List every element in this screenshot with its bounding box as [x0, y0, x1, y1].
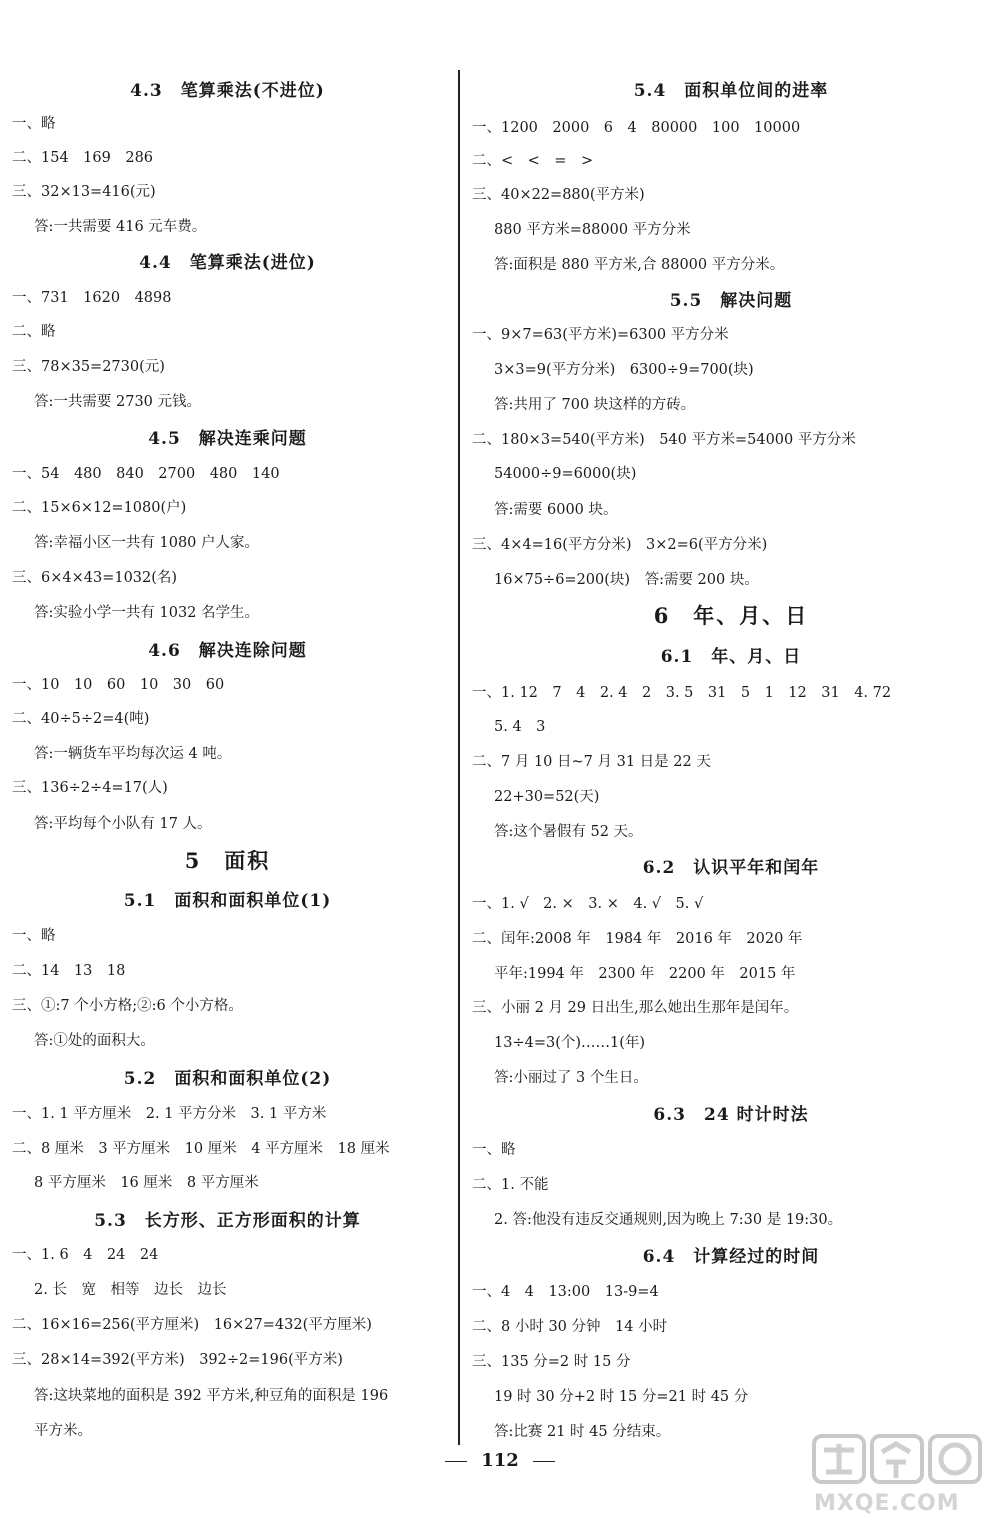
section-title-4-3: 4.3 笔算乘法(不进位) [130, 81, 325, 101]
answer-line: 三、6×4×43=1032(名) [12, 570, 178, 586]
answer-line: 答:一共需要 416 元车费。 [34, 219, 207, 235]
answer-line: 二、7 月 10 日~7 月 31 日是 22 天 [472, 754, 711, 770]
answer-line: 8 平方厘米 16 厘米 8 平方厘米 [34, 1175, 259, 1191]
answer-line: 二、180×3=540(平方米) 540 平方米=54000 平方分米 [472, 432, 856, 448]
answer-line: 3×3=9(平方分米) 6300÷9=700(块) [494, 362, 754, 378]
section-title-5-2: 5.2 面积和面积单位(2) [123, 1069, 332, 1089]
section-title-5-1: 5.1 面积和面积单位(1) [123, 891, 332, 911]
answer-line: 2. 长 宽 相等 边长 边长 [34, 1282, 227, 1298]
answer-line: 二、154 169 286 [12, 150, 154, 166]
answer-line: 二、1. 不能 [472, 1177, 549, 1193]
answer-line: 二、闰年:2008 年 1984 年 2016 年 2020 年 [472, 931, 803, 947]
answer-line: 一、略 [12, 116, 56, 132]
answer-line: 答:比赛 21 时 45 分结束。 [494, 1424, 671, 1440]
answer-line: 16×75÷6=200(块) 答:需要 200 块。 [494, 572, 759, 588]
section-title-6-2: 6.2 认识平年和闰年 [642, 858, 820, 878]
answer-line: 一、1. 6 4 24 24 [12, 1247, 159, 1263]
answer-line: 一、略 [472, 1142, 516, 1158]
section-title-4-6: 4.6 解决连除问题 [148, 641, 307, 661]
answer-line: 一、4 4 13:00 13-9=4 [472, 1284, 659, 1300]
answer-line: 平方米。 [34, 1423, 92, 1439]
answer-line: 5. 4 3 [494, 719, 546, 735]
answer-line: 一、1. 12 7 4 2. 4 2 3. 5 31 5 1 12 31 4. 72 [472, 685, 892, 701]
answer-line: 平年:1994 年 2300 年 2200 年 2015 年 [494, 966, 796, 982]
answer-line: 二、< < = > [472, 153, 594, 169]
section-title-6-4: 6.4 计算经过的时间 [642, 1247, 820, 1267]
section-title-6-1: 6.1 年、月、日 [660, 647, 802, 667]
answer-line: 一、1200 2000 6 4 80000 100 10000 [472, 120, 801, 136]
chapter-title-6: 6 年、月、日 [653, 603, 809, 628]
answer-line: 答:平均每个小队有 17 人。 [34, 816, 212, 832]
answer-line: 二、8 小时 30 分钟 14 小时 [472, 1319, 668, 1335]
answer-line: 一、54 480 840 2700 480 140 [12, 466, 280, 482]
answer-line: 三、4×4=16(平方分米) 3×2=6(平方分米) [472, 537, 768, 553]
answer-line: 答:需要 6000 块。 [494, 502, 618, 518]
section-title-5-4: 5.4 面积单位间的进率 [633, 81, 829, 101]
answer-line: 答:幸福小区一共有 1080 户人家。 [34, 535, 260, 551]
answer-line: 二、15×6×12=1080(户) [12, 500, 187, 516]
answer-line: 三、135 分=2 时 15 分 [472, 1354, 631, 1370]
answer-line: 19 时 30 分+2 时 15 分=21 时 45 分 [494, 1389, 749, 1405]
answer-line: 答:实验小学一共有 1032 名学生。 [34, 605, 260, 621]
section-title-4-4: 4.4 笔算乘法(进位) [139, 253, 316, 273]
answer-line: 三、40×22=880(平方米) [472, 187, 645, 203]
answer-line: 答:这块菜地的面积是 392 平方米,种豆角的面积是 196 [34, 1388, 389, 1404]
answer-line: 一、10 10 60 10 30 60 [12, 677, 225, 693]
answer-line: 22+30=52(天) [494, 789, 600, 805]
answer-line: 答:一共需要 2730 元钱。 [34, 394, 202, 410]
section-title-4-5: 4.5 解决连乘问题 [148, 429, 307, 449]
answer-line: 三、78×35=2730(元) [12, 359, 165, 375]
section-title-5-5: 5.5 解决问题 [669, 291, 793, 311]
watermark-logo [810, 1432, 990, 1518]
answer-line: 答:①处的面积大。 [34, 1033, 155, 1049]
answer-line: 二、8 厘米 3 平方厘米 10 厘米 4 平方厘米 18 厘米 [12, 1141, 390, 1157]
svg-text:MXQE.COM: MXQE.COM [814, 1491, 960, 1516]
answer-line: 一、1. √ 2. × 3. × 4. √ 5. √ [472, 896, 704, 912]
answer-line: 13÷4=3(个)……1(年) [494, 1035, 646, 1051]
page-number-text: 112 [481, 1450, 519, 1471]
chapter-title-5: 5 面积 [184, 848, 271, 873]
answer-line: 54000÷9=6000(块) [494, 466, 637, 482]
answer-line: 二、14 13 18 [12, 963, 126, 979]
answer-line: 答:一辆货车平均每次运 4 吨。 [34, 746, 232, 762]
answer-line: 答:这个暑假有 52 天。 [494, 824, 643, 840]
answer-line: 三、①:7 个小方格;②:6 个小方格。 [12, 998, 243, 1014]
section-title-5-3: 5.3 长方形、正方形面积的计算 [94, 1211, 361, 1231]
answer-line: 答:面积是 880 平方米,合 88000 平方分米。 [494, 257, 785, 273]
answer-line: 880 平方米=88000 平方分米 [494, 222, 691, 238]
column-divider [458, 70, 460, 1445]
answer-line: 三、136÷2÷4=17(人) [12, 780, 168, 796]
page-number-dash [533, 1461, 555, 1462]
answer-line: 答:共用了 700 块这样的方砖。 [494, 397, 696, 413]
answer-line: 一、9×7=63(平方米)=6300 平方分米 [472, 327, 729, 343]
answer-line: 一、731 1620 4898 [12, 290, 172, 306]
answer-line: 二、16×16=256(平方厘米) 16×27=432(平方厘米) [12, 1317, 372, 1333]
answer-line: 2. 答:他没有违反交通规则,因为晚上 7:30 是 19:30。 [494, 1212, 843, 1228]
answer-line: 三、小丽 2 月 29 日出生,那么她出生那年是闰年。 [472, 1000, 799, 1016]
answer-line: 一、1. 1 平方厘米 2. 1 平方分米 3. 1 平方米 [12, 1106, 327, 1122]
answer-line: 二、40÷5÷2=4(吨) [12, 711, 150, 727]
answer-line: 答:小丽过了 3 个生日。 [494, 1070, 648, 1086]
section-title-6-3: 6.3 24 时计时法 [653, 1105, 809, 1125]
answer-line: 三、28×14=392(平方米) 392÷2=196(平方米) [12, 1352, 343, 1368]
answer-line: 二、略 [12, 324, 56, 340]
answer-line: 三、32×13=416(元) [12, 184, 156, 200]
answer-line: 一、略 [12, 928, 56, 944]
page-number-dash [445, 1461, 467, 1462]
